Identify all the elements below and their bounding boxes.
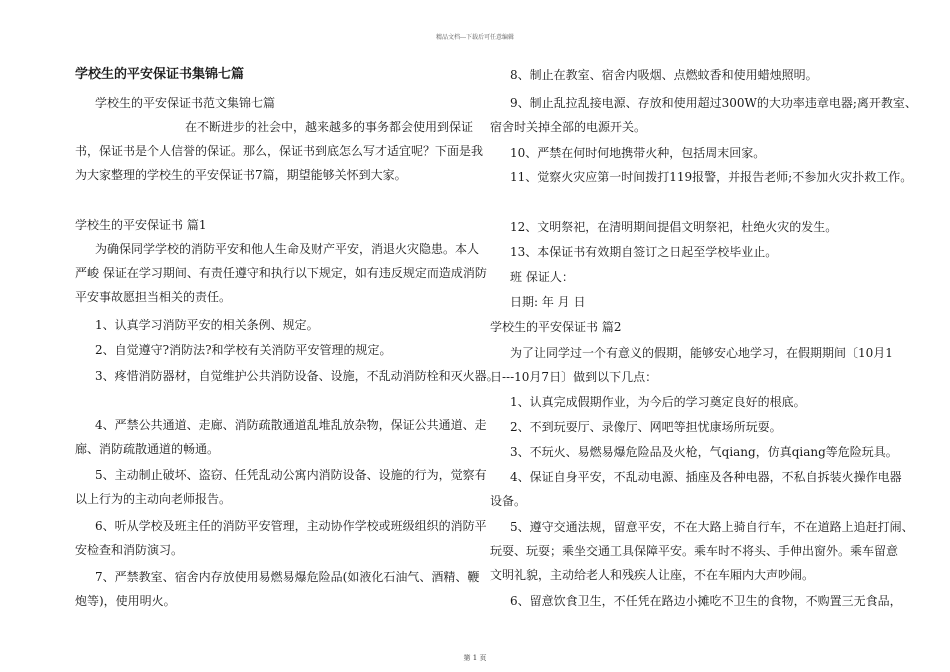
text-line: 9、制止乱拉乱接电源、存放和使用超过300W的大功率违章电器;离开教室、 [510,96,917,110]
text-line: 平安事故愿担当相关的责任。 [75,290,232,304]
text-line: 2、不到玩耍厅、录像厅、网吧等担忧康场所玩耍。 [510,420,782,434]
text-line: 学校生的平安保证书范文集锦七篇 [95,96,276,110]
text-line: 文明礼貌，主动给老人和残疾人让座，不在车厢内大声吵闹。 [490,568,815,582]
text-line: 日---10月7日〕做到以下几点： [490,370,658,384]
text-line: 以上行为的主动向老师报告。 [75,492,232,506]
text-line: 10、严禁在何时何地携带火种，包括周末回家。 [510,146,766,160]
text-line: 8、制止在教室、宿舍内吸烟、点燃蚊香和使用蜡烛照明。 [510,68,818,82]
page-footer: 第 1 页 [463,654,487,662]
text-line: 5、主动制止破坏、盗窃、任凭乱动公寓内消防设备、设施的行为，觉察有 [95,468,487,482]
text-line: 学校生的平安保证书 篇1 [75,218,207,232]
text-line: 为确保同学学校的消防平安和他人生命及财产平安，消退火灾隐患。本人 [95,242,480,256]
text-line: 为大家整理的学校生的平安保证书7篇，期望能够关怀到大家。 [75,168,407,182]
text-line: 班 保证人： [510,270,574,284]
text-line: 宿舍时关掉全部的电源开关。 [490,120,647,134]
text-line: 4、严禁公共通道、走廊、消防疏散通道乱堆乱放杂物，保证公共通道、走 [95,418,487,432]
text-line: 3、不玩火、易燃易爆危险品及火枪，气qiang，仿真qiang等危险玩具。 [510,445,898,459]
text-line: 3、疼惜消防器材，自觉维护公共消防设备、设施，不乱动消防栓和灭火器。 [95,369,499,383]
text-line: 13、本保证书有效期自签订之日起至学校毕业止。 [510,245,778,259]
text-line: 日期: 年 月 日 [510,295,586,309]
text-line: 6、留意饮食卫生，不任凭在路边小摊吃不卫生的食物，不购置三无食品， [510,594,902,608]
text-line: 为了让同学过一个有意义的假期，能够安心地学习，在假期期间〔10月1 [510,346,893,360]
text-line: 4、保证自身平安，不乱动电源、插座及各种电器，不私自拆装火操作电器 [510,470,902,484]
text-line: 廊、消防疏散通道的畅通。 [75,442,220,456]
text-line: 12、文明祭祀，在清明期间提倡文明祭祀，杜绝火灾的发生。 [510,220,838,234]
text-line: 11、觉察火灾应第一时间拨打119报警，并报告老师;不参加火灾扑救工作。 [510,170,913,184]
text-line: 设备。 [490,494,527,508]
text-line: 6、听从学校及班主任的消防平安管理，主动协作学校或班级组织的消防平 [95,519,487,533]
text-line: 7、严禁教室、宿舍内存放使用易燃易爆危险品(如液化石油气、酒精、鞭 [95,570,480,584]
text-line: 安检查和消防演习。 [75,543,184,557]
text-line: 玩耍、玩耍；乘坐交通工具保障平安。乘车时不将头、手伸出窗外。乘车留意 [490,544,899,558]
text-line: 在不断进步的社会中，越来越多的事务都会使用到保证 [185,120,474,134]
page-header: 精品文档---下载后可任意编辑 [435,34,515,41]
text-line: 严峻 保证在学习期间、有责任遵守和执行以下规定，如有违反规定而造成消防 [75,266,487,280]
text-line: 5、遵守交通法规，留意平安，不在大路上骑自行车，不在道路上追赶打闹、 [510,520,914,534]
text-line: 1、认真学习消防平安的相关条例、规定。 [95,318,319,332]
text-line: 书，保证书是个人信誉的保证。那么，保证书到底怎么写才适宜呢？下面是我 [75,144,484,158]
text-line: 1、认真完成假期作业，为今后的学习奠定良好的根底。 [510,395,806,409]
text-line: 2、自觉遵守?消防法?和学校有关消防平安管理的规定。 [95,343,392,357]
text-line: 炮等)，使用明火。 [75,594,176,608]
document-title: 学校生的平安保证书集锦七篇 [75,67,245,82]
text-line: 学校生的平安保证书 篇2 [490,320,622,334]
